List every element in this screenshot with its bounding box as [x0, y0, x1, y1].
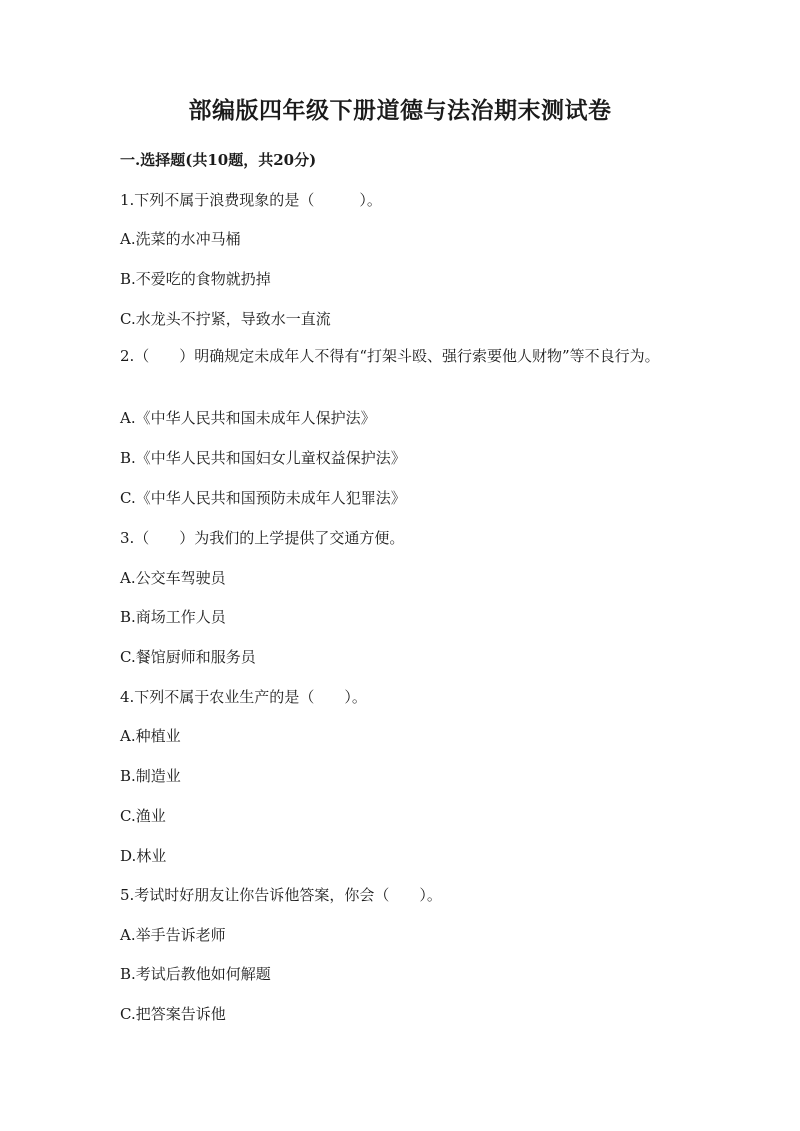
section-heading: 一.选择题(共10题，共20分): [120, 151, 317, 169]
question-1-option-a: A.洗菜的水冲马桶: [120, 230, 241, 248]
question-4-stem: 4.下列不属于农业生产的是（ ）。: [120, 688, 367, 706]
question-3-option-c: C.餐馆厨师和服务员: [120, 648, 256, 666]
question-2-option-c: C.《中华人民共和国预防未成年人犯罪法》: [120, 489, 406, 507]
question-2-stem: 2.（ ）明确规定未成年人不得有“打架斗殴、强行索要他人财物”等不良行为。: [120, 347, 660, 365]
question-4-option-a: A.种植业: [120, 727, 181, 745]
question-4-option-c: C.渔业: [120, 807, 166, 825]
question-3-option-b: B.商场工作人员: [120, 608, 226, 626]
question-1-stem: 1.下列不属于浪费现象的是（ ）。: [120, 191, 382, 209]
question-1-option-b: B.不爱吃的食物就扔掉: [120, 270, 271, 288]
question-5-option-c: C.把答案告诉他: [120, 1005, 226, 1023]
question-4-option-b: B.制造业: [120, 767, 181, 785]
page-title: 部编版四年级下册道德与法治期末测试卷: [188, 97, 612, 124]
question-3-stem: 3.（ ）为我们的上学提供了交通方便。: [120, 529, 405, 547]
question-2-option-b: B.《中华人民共和国妇女儿童权益保护法》: [120, 449, 406, 467]
question-4-option-d: D.林业: [120, 847, 167, 865]
question-5-option-b: B.考试后教他如何解题: [120, 965, 271, 983]
question-5-stem: 5.考试时好朋友让你告诉他答案，你会（ ）。: [120, 886, 442, 904]
question-1-option-c: C.水龙头不拧紧，导致水一直流: [120, 310, 331, 328]
question-2-option-a: A.《中华人民共和国未成年人保护法》: [120, 409, 376, 427]
question-3-option-a: A.公交车驾驶员: [120, 569, 226, 587]
question-5-option-a: A.举手告诉老师: [120, 926, 226, 944]
